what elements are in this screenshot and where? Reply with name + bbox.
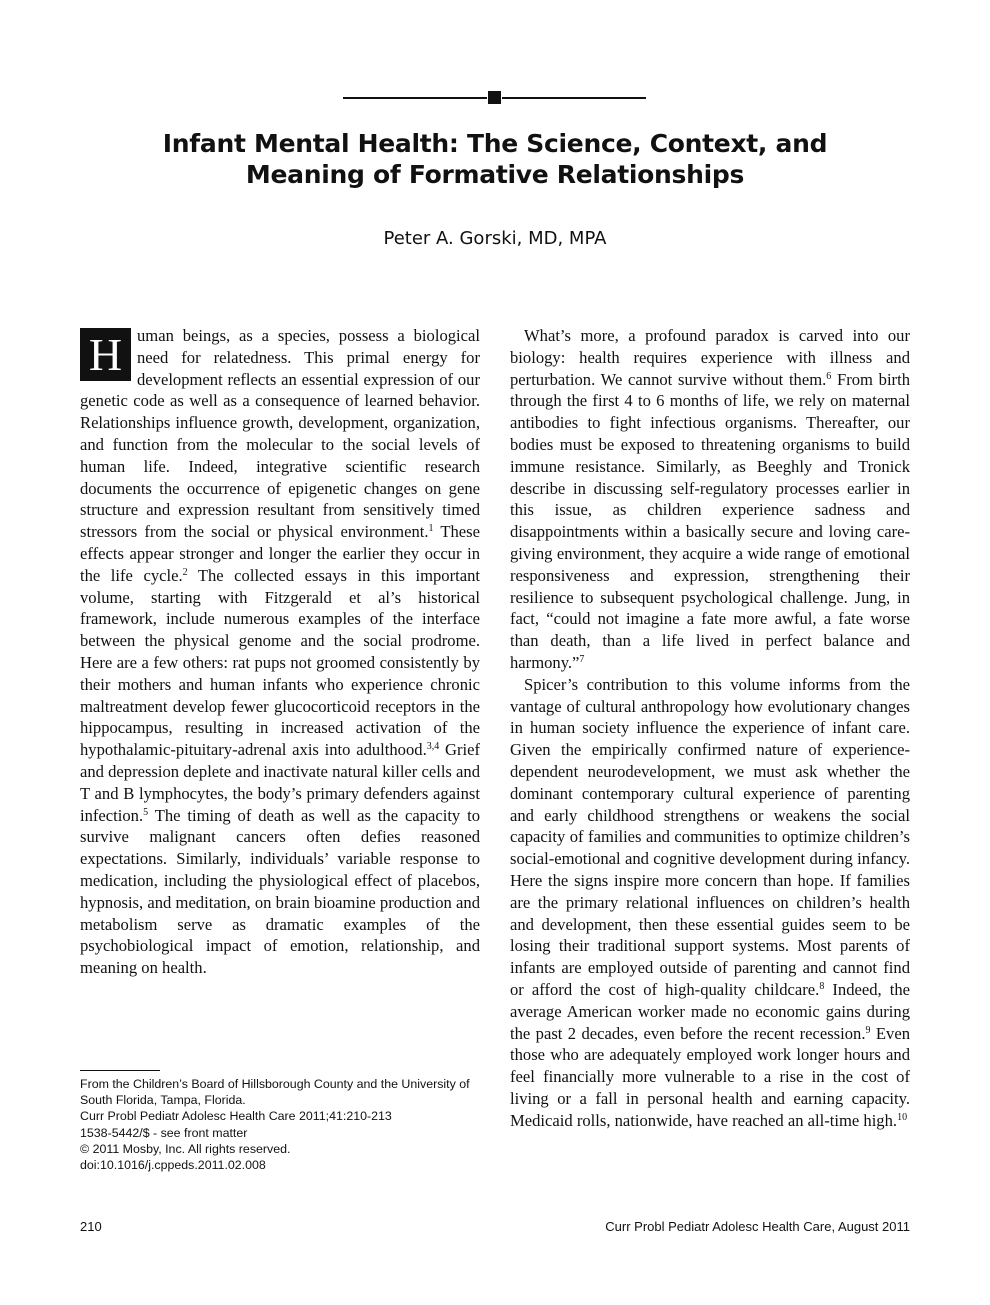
article-author: Peter A. Gorski, MD, MPA [383,228,607,249]
footnote-divider [80,1070,160,1071]
ornament-line-right [502,97,646,99]
reference-marker: 2 [182,566,188,578]
ornament-line-left [343,97,487,99]
footnote-issn: 1538-5442/$ - see front matter [80,1125,248,1140]
reference-marker: 10 [897,1111,908,1123]
drop-cap: H [80,328,131,381]
journal-footer: Curr Probl Pediatr Adolesc Health Care, August 2011 [605,1219,910,1234]
page-number: 210 [80,1219,102,1234]
footnote [80,1076,485,1173]
reference-marker: 5 [143,806,149,818]
reference-marker: 3,4 [426,741,440,753]
footnote-copyright: © 2011 Mosby, Inc. All rights reserved. [80,1141,291,1156]
reference-marker: 9 [865,1024,871,1036]
ornament-square [488,91,501,104]
body-column-left [80,325,480,979]
footnote-doi: doi:10.1016/j.cppeds.2011.02.008 [80,1158,266,1173]
body-column-right [510,325,910,1131]
footnote-affiliation: From the Children’s Board of Hillsborough County and the University of South Florida, Tampa, Florida. [80,1077,470,1108]
title-ornament [343,91,646,105]
article-title: Infant Mental Health: The Science, Context, and Meaning of Formative Relationships [162,129,828,189]
reference-marker: 8 [819,980,825,992]
reference-marker: 1 [428,523,434,535]
paragraph: H uman beings, as a species, possess a biological need for relatedness. This primal energy for development reflects an essential expression of our genetic code as well as a consequence of learned behavior. Relationships influence growth, development, organization, and function from the molecular to the social levels of human life. Indeed, integrative scientific research documents the occurrence of epigenetic changes on gene structure and expression resultant from sensitively timed stressors from the social or physical environment.$^1$ These effects appear stronger and longer the earlier they occur in the life cycle.$^2$ The collected essays in this important volume, starting with Fitzgerald et al’s historical framework, include numerous examples of the interface between the physical genome and the social prodrome. Here are a few others: rat pups not groomed consistently by their mothers and human infants who experience chronic maltreatment develop fewer glucocorticoid receptors in the hippocampus, resulting in increased activation of the hypothalamic-pituitary-adrenal axis into adulthood.$^{3,4}$ Grief and depression deplete and inactivate natural killer cells and T and B lymphocytes, the body’s primary defenders against infection.$^5$ The timing of death as well as the capacity to survive malignant cancers often defies reasoned expectations. Similarly, individuals’ variable response to medication, including the physiological effect of placebos, hypnosis, and meditation, on brain bioamine production and metabolism serve as dramatic examples of the psychobiological impact of emotion, relationship, and meaning on health. [80,326,480,978]
reference-marker: 6 [826,370,832,382]
paragraph: Spicer’s contribution to this volume informs from the vantage of cultural anthropology how evolutionary changes in human society influence the experience of infant care. Given the empirically confirmed nature of experience-dependent neurodevelopment, we must ask whether the dominant contemporary cultural experience of parenting and early childhood strengthens or weakens the social capacity of families and communities to optimize children’s social-emotional and cognitive development during infancy. Here the signs inspire more concern than hope. If families are the primary relational influences on children’s health and development, then these essential guides seem to be losing their traditional support systems. Most parents of infants are employed outside of parenting and cannot find or afford the cost of high-quality childcare.$^8$ Indeed, the average American worker made no economic gains during the past 2 decades, even before the recent recession.$^9$ Even those who are adequately employed work longer hours and feel financially more vulnerable to a rise in the cost of living or a fall in personal health and earning capacity. Medicaid rolls, nationwide, have reached an all-time high.$^{10}$ [510,674,910,1130]
footnote-citation: Curr Probl Pediatr Adolesc Health Care 2011;41:210-213 [80,1109,392,1124]
paragraph: What’s more, a profound paradox is carved into our biology: health requires experience with illness and perturbation. We cannot survive without them.$^6$ From birth through the first 4 to 6 months of life, we rely on maternal antibodies to fight infectious organisms. Thereafter, our bodies must be exposed to threatening organisms to build immune resistance. Similarly, as Beeghly and Tronick describe in discussing self-regulatory processes earlier in this issue, as children experience sadness and disappointments within a basically secure and loving care-giving environment, they acquire a wide range of emotional responsiveness and expression, strengthening their resilience to subsequent psychological challenge. Jung, in fact, “could not imagine a fate more awful, a fate worse than death, than a life lived in perfect balance and harmony.”$^7$ [510,326,910,672]
reference-marker: 7 [579,653,585,665]
